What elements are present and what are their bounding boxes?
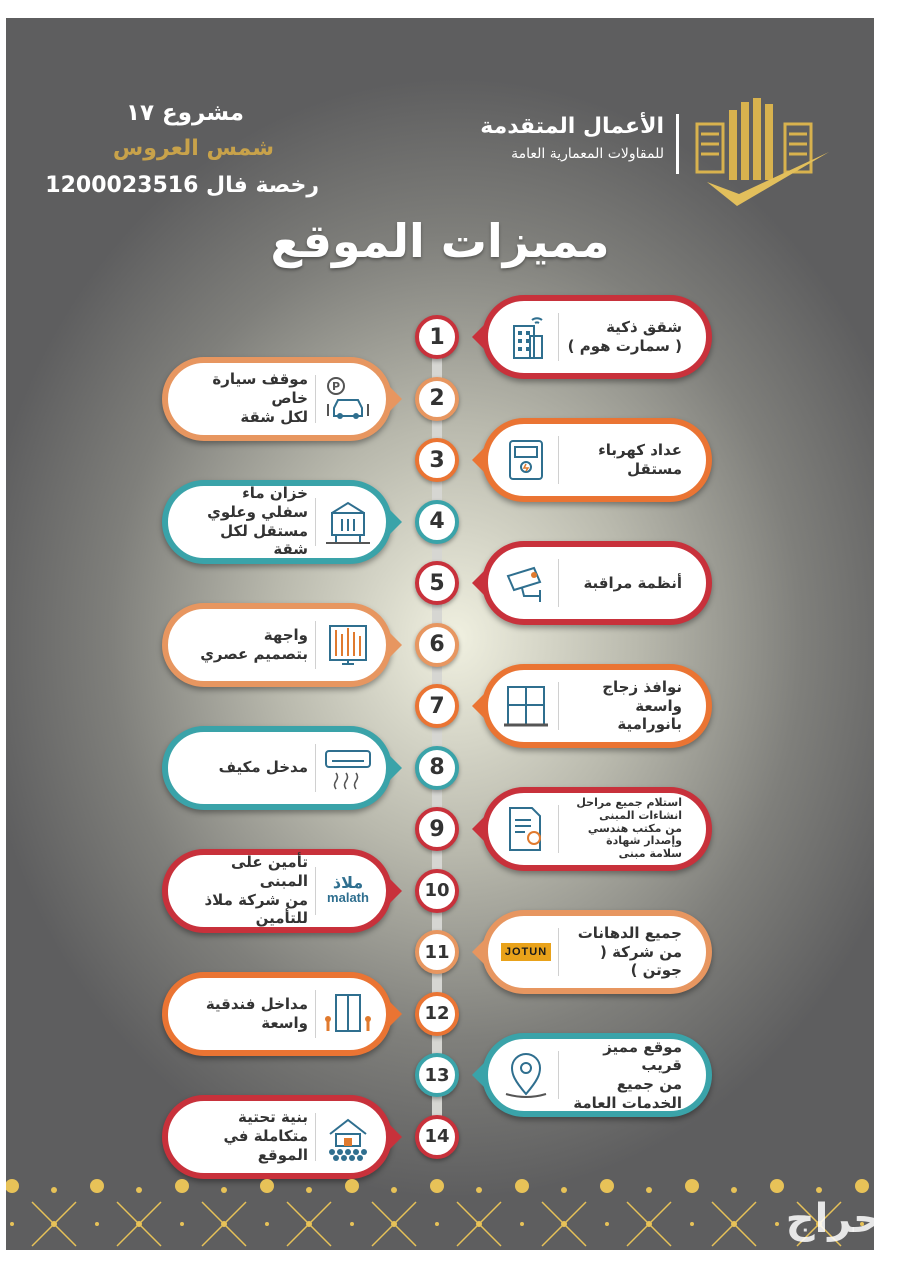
feature-line: عداد كهرباء <box>598 441 682 460</box>
watermark-text: حراج <box>785 1196 882 1242</box>
feature-number: 12 <box>415 992 459 1036</box>
feature-line: شقق ذكية <box>606 318 682 337</box>
card-pointer <box>390 756 402 780</box>
license-number: رخصة فال 1200023516 <box>45 173 319 198</box>
feature-line: مدخل مكيف <box>218 758 308 777</box>
card-pointer <box>472 694 484 718</box>
feature-line: من مكتب هندسي <box>587 821 682 835</box>
card-pointer <box>472 571 484 595</box>
feature-number: 5 <box>415 561 459 605</box>
window-icon <box>500 681 552 731</box>
feature-number: 9 <box>415 807 459 851</box>
feature-card <box>482 541 712 625</box>
feature-text <box>186 732 308 804</box>
card-pointer <box>472 1063 484 1087</box>
card-divider <box>315 744 316 792</box>
feature-line: من شركة ملاذ للتأمين <box>204 890 308 928</box>
certificate-icon <box>500 804 552 854</box>
location-pin-icon <box>500 1050 552 1100</box>
feature-number: 3 <box>415 438 459 482</box>
feature-line: واجهة <box>263 625 308 644</box>
jotun-wordmark: JOTUN <box>501 943 551 961</box>
feature-card <box>482 910 712 994</box>
card-pointer <box>390 1125 402 1149</box>
feature-line: تأمين على المبنى <box>231 853 308 890</box>
svg-text:P: P <box>332 379 341 393</box>
card-pointer <box>390 879 402 903</box>
card-pointer <box>390 1002 402 1026</box>
card-divider <box>558 1051 559 1099</box>
feature-line: خزان ماء <box>242 484 308 502</box>
card-divider <box>315 1113 316 1161</box>
feature-line: مستقل <box>627 460 682 478</box>
card-divider <box>315 375 316 423</box>
feature-card <box>162 480 392 564</box>
feature-text <box>566 670 682 742</box>
card-pointer <box>472 817 484 841</box>
water-tank-icon <box>322 497 374 547</box>
feature-card <box>162 972 392 1056</box>
feature-number: 7 <box>415 684 459 728</box>
feature-line: أنظمة مراقبة <box>583 573 682 592</box>
air-conditioner-icon <box>322 743 374 793</box>
feature-line: نوافذ زجاج <box>602 677 682 696</box>
feature-text <box>566 424 682 496</box>
feature-number: 4 <box>415 500 459 544</box>
feature-line: انشاءات المبنى <box>599 809 682 823</box>
card-divider <box>315 990 316 1038</box>
feature-line: سفلي وعلوي <box>207 502 308 521</box>
feature-text <box>186 486 308 558</box>
feature-card <box>482 1033 712 1117</box>
card-pointer <box>472 448 484 472</box>
card-divider <box>558 436 559 484</box>
feature-line: وإصدار شهادة <box>606 834 682 848</box>
feature-text <box>186 1101 308 1173</box>
feature-line: مداخل فندقية واسعة <box>205 994 308 1032</box>
feature-text <box>566 547 682 619</box>
project-title: شمس العروس <box>112 136 274 161</box>
feature-card <box>162 849 392 933</box>
poster <box>6 18 874 1250</box>
feature-text <box>186 855 308 927</box>
feature-line: بنية تحتية <box>238 1108 308 1127</box>
card-pointer <box>390 387 402 411</box>
parking-car-icon <box>322 374 374 424</box>
feature-card <box>482 295 712 379</box>
feature-line: جميع الدهانات <box>577 923 682 942</box>
decorative-border-pattern <box>6 1168 874 1250</box>
card-divider <box>558 559 559 607</box>
feature-card <box>482 664 712 748</box>
feature-number: 14 <box>415 1115 459 1159</box>
feature-card <box>482 787 712 871</box>
feature-number: 2 <box>415 377 459 421</box>
project-name: مشروع ١٧ <box>125 100 244 126</box>
card-divider <box>558 313 559 361</box>
card-divider <box>315 621 316 669</box>
security-camera-icon <box>500 558 552 608</box>
feature-number: 1 <box>415 315 459 359</box>
company-logo-icon <box>689 94 839 214</box>
page-title: مميزات الموقع <box>270 214 610 268</box>
feature-text <box>566 301 682 373</box>
feature-card <box>162 726 392 810</box>
electric-meter-icon <box>500 435 552 485</box>
feature-line: الخدمات العامة <box>573 1093 682 1112</box>
feature-text <box>566 916 682 988</box>
feature-number: 8 <box>415 746 459 790</box>
card-pointer <box>390 510 402 534</box>
feature-line: ( سمارت هوم ) <box>567 337 682 355</box>
feature-number: 10 <box>415 869 459 913</box>
feature-line: واسعة بانورامية <box>617 696 682 734</box>
feature-number: 11 <box>415 930 459 974</box>
feature-line: من شركة ( جوتن ) <box>600 942 682 980</box>
feature-line: بتصميم عصري <box>200 644 308 663</box>
feature-line: لكل شقة <box>240 407 308 426</box>
infrastructure-icon <box>322 1112 374 1162</box>
card-divider <box>315 498 316 546</box>
feature-line: متكاملة في الموقع <box>223 1127 308 1164</box>
company-name: الأعمال المتقدمة <box>480 114 664 139</box>
card-divider <box>315 867 316 915</box>
feature-card <box>162 357 392 441</box>
feature-card <box>162 603 392 687</box>
malath-wordmark: malath <box>327 890 369 906</box>
jotun-logo-icon <box>500 927 552 977</box>
feature-card <box>162 1095 392 1179</box>
malath-arabic-mark: ملاذ <box>332 873 364 893</box>
feature-text <box>186 978 308 1050</box>
feature-text <box>186 363 308 435</box>
feature-line: موقع مميز قريب <box>603 1037 682 1075</box>
malath-logo-icon <box>322 866 374 916</box>
card-pointer <box>472 940 484 964</box>
card-divider <box>558 805 559 853</box>
feature-line: مستقل لكل شقة <box>220 521 308 559</box>
card-divider <box>558 928 559 976</box>
feature-number: 6 <box>415 623 459 667</box>
elevator-lobby-icon <box>322 989 374 1039</box>
feature-number: 13 <box>415 1053 459 1097</box>
feature-text <box>566 1039 682 1111</box>
feature-line: من جميع <box>616 1075 682 1093</box>
modern-facade-icon <box>322 620 374 670</box>
card-pointer <box>390 633 402 657</box>
card-pointer <box>472 325 484 349</box>
card-divider <box>558 682 559 730</box>
feature-text <box>566 793 682 865</box>
feature-line: استلام جميع مراحل <box>576 796 682 810</box>
feature-text <box>186 609 308 681</box>
feature-card <box>482 418 712 502</box>
feature-line: سلامة مبنى <box>618 846 682 860</box>
feature-line: موقف سيارة خاص <box>212 370 308 408</box>
smart-building-icon <box>500 312 552 362</box>
company-subtitle: للمقاولات المعمارية العامة <box>511 146 664 162</box>
logo-divider <box>676 114 679 174</box>
